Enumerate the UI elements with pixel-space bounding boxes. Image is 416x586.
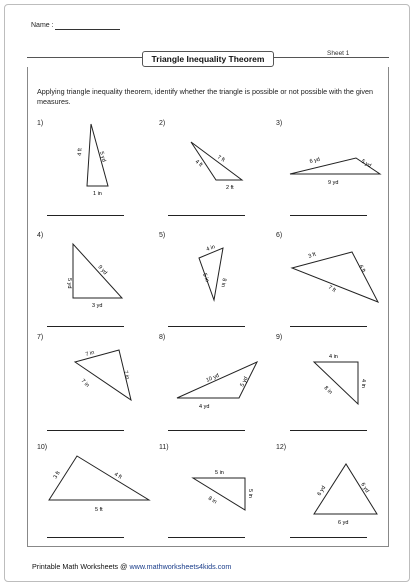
side-label: 5 ft	[95, 507, 103, 513]
problem-number: 6)	[276, 232, 283, 239]
side-label: 7 in	[122, 370, 131, 381]
problem-3	[276, 120, 386, 230]
problem-number: 10)	[37, 444, 48, 451]
problem-number: 2)	[159, 120, 166, 127]
side-label: 6 yd	[338, 520, 349, 526]
side-label: 7 ft	[216, 154, 226, 164]
side-label: 9 yd	[328, 180, 339, 186]
problem-number: 12)	[276, 444, 287, 451]
name-label: Name :	[31, 22, 54, 29]
footer-prefix: Printable Math Worksheets @	[32, 562, 130, 571]
side-label: 4 yd	[199, 404, 210, 410]
problem-number: 3)	[276, 120, 283, 127]
problem-2	[159, 120, 269, 230]
problem-number: 1)	[37, 120, 44, 127]
answer-line-7[interactable]	[47, 430, 124, 431]
side-label: 5 yd	[98, 150, 107, 163]
instructions: Applying triangle inequality theorem, identify whether the triangle is possible or not possible with the given measures.	[37, 87, 374, 106]
side-label: 2 ft	[226, 185, 234, 191]
side-label: 6 yd	[359, 481, 370, 494]
answer-line-9[interactable]	[290, 430, 367, 431]
triangle-figure	[37, 120, 147, 230]
side-label: 7 ft	[326, 284, 337, 294]
sheet-label: Sheet 1	[327, 50, 350, 57]
side-label: 6 yd	[309, 156, 321, 165]
footer-site-link[interactable]: www.mathworksheets4kids.com	[129, 562, 232, 571]
side-label: 3 ft	[52, 470, 62, 481]
answer-line-2[interactable]	[168, 215, 245, 216]
problem-number: 7)	[37, 334, 44, 341]
side-label: 5 yd	[239, 375, 250, 388]
footer	[32, 562, 231, 571]
side-label: 5 in	[247, 489, 253, 498]
side-label: 1 in	[93, 191, 102, 197]
problem-number: 9)	[276, 334, 283, 341]
answer-line-12[interactable]	[290, 537, 367, 538]
problem-number: 11)	[159, 444, 169, 451]
answer-line-11[interactable]	[168, 537, 245, 538]
problem-number: 5)	[159, 232, 166, 239]
answer-line-3[interactable]	[290, 215, 367, 216]
side-label: 4 ft	[112, 471, 123, 481]
side-label: 5 in	[215, 470, 224, 476]
side-label: 6 ft	[357, 264, 367, 274]
side-label: 5 yd	[359, 158, 372, 170]
triangle-figure	[276, 334, 386, 444]
answer-line-10[interactable]	[47, 537, 124, 538]
triangle-figure	[159, 120, 269, 230]
side-label: 7 in	[79, 378, 91, 389]
problem-number: 4)	[37, 232, 44, 239]
triangle-figure	[159, 334, 269, 444]
side-label: 4 in	[205, 244, 217, 253]
name-field-line	[55, 29, 120, 30]
answer-line-4[interactable]	[47, 326, 124, 327]
side-label: 3 ft	[307, 251, 317, 260]
side-label: 4 in	[329, 354, 338, 360]
side-label: 10 yd	[205, 372, 221, 384]
side-label: 4 ft	[77, 148, 84, 157]
side-label: 4 ft	[193, 158, 204, 169]
triangle-figure	[37, 334, 147, 444]
side-label: 8 in	[322, 385, 334, 396]
problem-number: 8)	[159, 334, 166, 341]
side-label: 7 in	[84, 349, 96, 358]
side-label: 8 in	[206, 495, 218, 506]
side-label: 9 yd	[96, 264, 108, 277]
side-label: 3 yd	[92, 303, 103, 309]
problem-8	[159, 334, 269, 444]
side-label: 5 yd	[66, 278, 72, 289]
triangle-figure	[276, 120, 386, 230]
answer-line-6[interactable]	[290, 326, 367, 327]
side-label: 6 yd	[316, 485, 328, 498]
worksheet-title: Triangle Inequality Theorem	[142, 51, 274, 67]
side-label: 8 in	[219, 277, 227, 288]
answer-line-8[interactable]	[168, 430, 245, 431]
answer-line-5[interactable]	[168, 326, 245, 327]
side-label: 4 in	[360, 379, 366, 388]
problem-1	[37, 120, 147, 230]
answer-line-1[interactable]	[47, 215, 124, 216]
problem-9	[276, 334, 386, 444]
problem-7	[37, 334, 147, 444]
side-label: 5 in	[201, 272, 210, 284]
